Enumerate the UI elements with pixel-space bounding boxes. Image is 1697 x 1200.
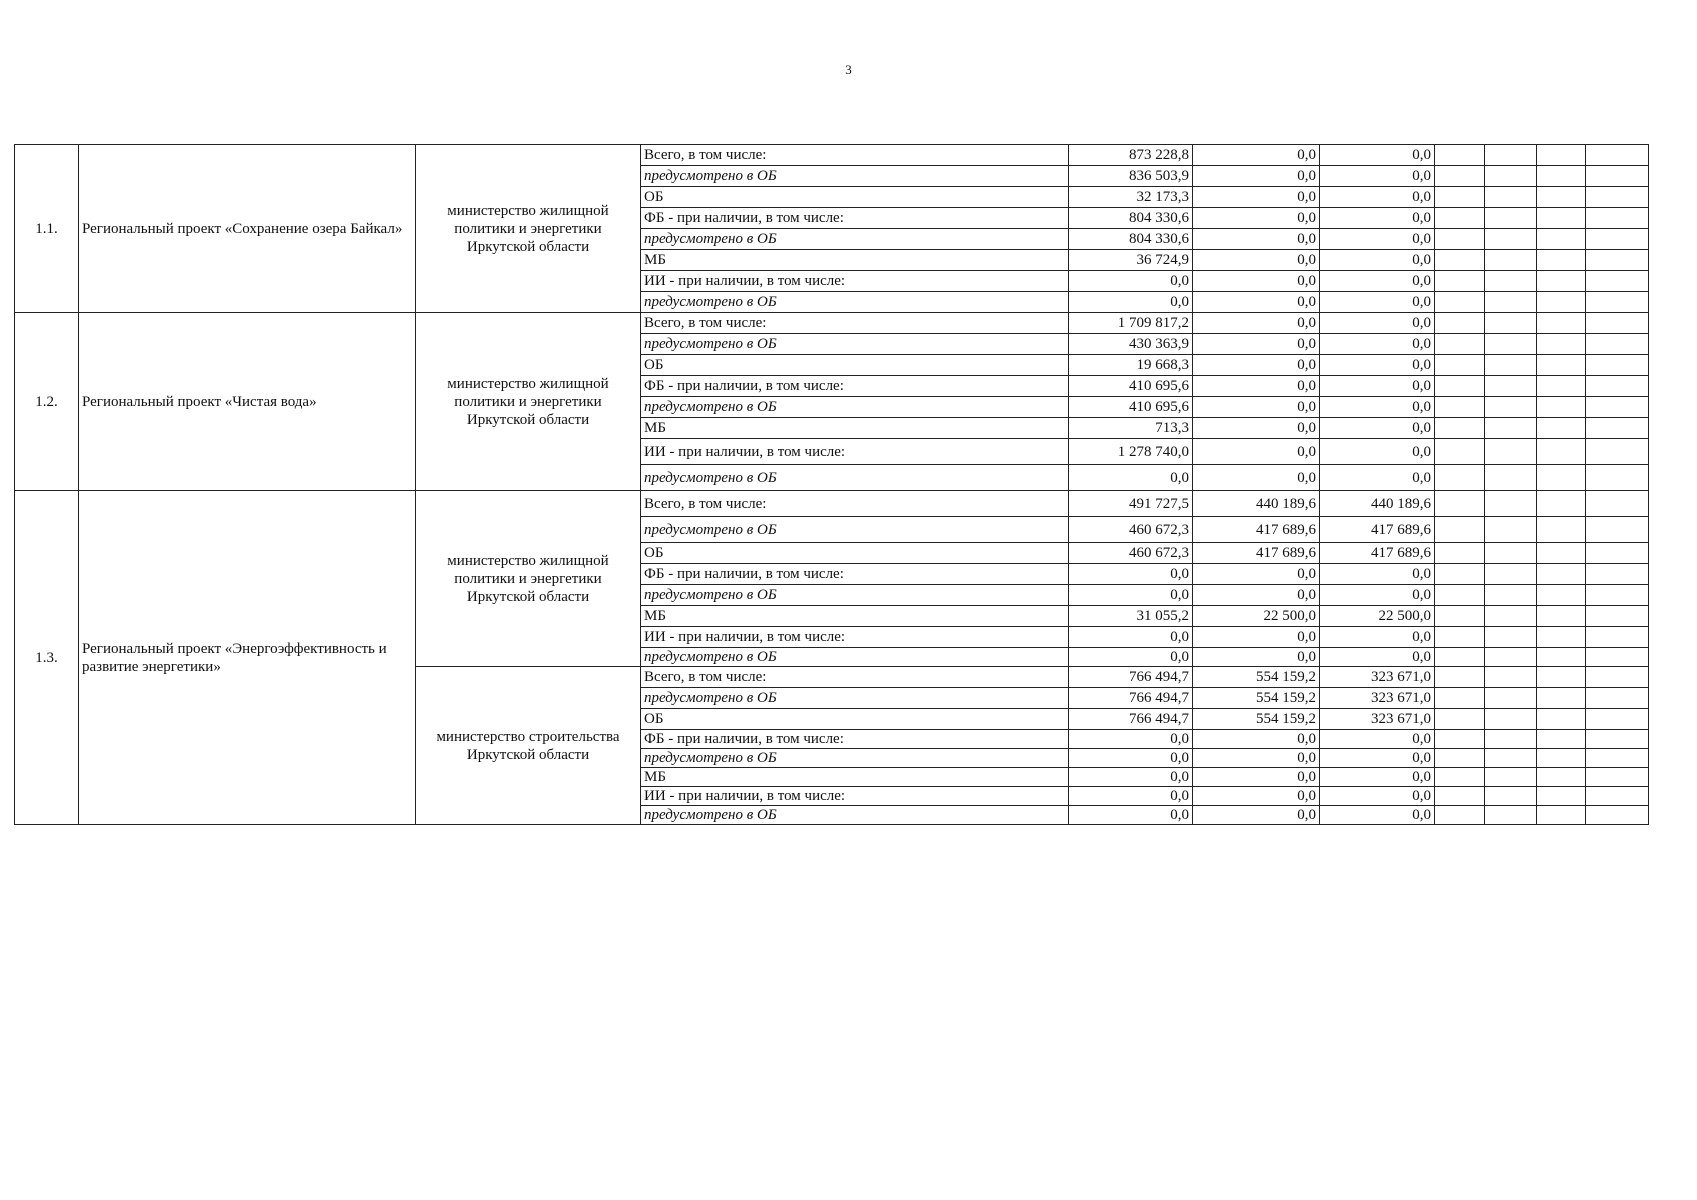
empty-cell xyxy=(1586,543,1649,564)
empty-cell xyxy=(1586,667,1649,688)
funding-source-label: Всего, в том числе: xyxy=(641,313,1069,334)
funding-source-label: предусмотрено в ОБ xyxy=(641,397,1069,418)
empty-cell xyxy=(1435,806,1485,825)
amount-cell: 554 159,2 xyxy=(1193,667,1320,688)
empty-cell xyxy=(1435,229,1485,250)
funding-source-label: предусмотрено в ОБ xyxy=(641,806,1069,825)
empty-cell xyxy=(1586,187,1649,208)
amount-cell: 0,0 xyxy=(1193,397,1320,418)
empty-cell xyxy=(1537,606,1586,627)
empty-cell xyxy=(1537,585,1586,606)
empty-cell xyxy=(1586,787,1649,806)
empty-cell xyxy=(1485,648,1537,667)
amount-cell: 0,0 xyxy=(1193,627,1320,648)
amount-cell: 1 709 817,2 xyxy=(1069,313,1193,334)
amount-cell: 0,0 xyxy=(1193,250,1320,271)
funding-source-label: МБ xyxy=(641,606,1069,627)
empty-cell xyxy=(1537,418,1586,439)
amount-cell: 22 500,0 xyxy=(1193,606,1320,627)
ministry-name: министерство жилищной политики и энергетики Иркутской области xyxy=(416,145,641,313)
empty-cell xyxy=(1586,250,1649,271)
amount-cell: 0,0 xyxy=(1193,334,1320,355)
amount-cell: 1 278 740,0 xyxy=(1069,439,1193,465)
funding-source-label: ФБ - при наличии, в том числе: xyxy=(641,730,1069,749)
empty-cell xyxy=(1435,250,1485,271)
amount-cell: 804 330,6 xyxy=(1069,208,1193,229)
amount-cell: 554 159,2 xyxy=(1193,709,1320,730)
page-number: 3 xyxy=(845,62,852,77)
empty-cell xyxy=(1485,667,1537,688)
empty-cell xyxy=(1485,250,1537,271)
funding-source-label: предусмотрено в ОБ xyxy=(641,465,1069,491)
amount-cell: 0,0 xyxy=(1320,465,1435,491)
empty-cell xyxy=(1435,606,1485,627)
project-number: 1.1. xyxy=(15,145,79,313)
funding-source-label: ФБ - при наличии, в том числе: xyxy=(641,208,1069,229)
empty-cell xyxy=(1485,334,1537,355)
amount-cell: 0,0 xyxy=(1320,166,1435,187)
empty-cell xyxy=(1537,334,1586,355)
amount-cell: 0,0 xyxy=(1193,648,1320,667)
amount-cell: 0,0 xyxy=(1193,145,1320,166)
amount-cell: 0,0 xyxy=(1193,439,1320,465)
empty-cell xyxy=(1485,688,1537,709)
funding-source-label: ОБ xyxy=(641,355,1069,376)
project-title: Региональный проект «Сохранение озера Байкал» xyxy=(79,145,416,313)
amount-cell: 0,0 xyxy=(1069,271,1193,292)
empty-cell xyxy=(1586,688,1649,709)
empty-cell xyxy=(1537,250,1586,271)
amount-cell: 460 672,3 xyxy=(1069,517,1193,543)
empty-cell xyxy=(1435,787,1485,806)
empty-cell xyxy=(1435,564,1485,585)
empty-cell xyxy=(1586,145,1649,166)
amount-cell: 0,0 xyxy=(1320,564,1435,585)
funding-source-label: предусмотрено в ОБ xyxy=(641,585,1069,606)
empty-cell xyxy=(1485,439,1537,465)
amount-cell: 0,0 xyxy=(1320,292,1435,313)
amount-cell: 0,0 xyxy=(1193,229,1320,250)
empty-cell xyxy=(1435,465,1485,491)
amount-cell: 440 189,6 xyxy=(1193,491,1320,517)
amount-cell: 766 494,7 xyxy=(1069,709,1193,730)
empty-cell xyxy=(1485,313,1537,334)
empty-cell xyxy=(1485,355,1537,376)
empty-cell xyxy=(1537,397,1586,418)
funding-source-label: предусмотрено в ОБ xyxy=(641,517,1069,543)
amount-cell: 766 494,7 xyxy=(1069,688,1193,709)
ministry-name: министерство жилищной политики и энергетики Иркутской области xyxy=(416,313,641,491)
amount-cell: 0,0 xyxy=(1320,271,1435,292)
empty-cell xyxy=(1586,355,1649,376)
amount-cell: 0,0 xyxy=(1193,749,1320,768)
empty-cell xyxy=(1435,334,1485,355)
amount-cell: 19 668,3 xyxy=(1069,355,1193,376)
funding-source-label: ИИ - при наличии, в том числе: xyxy=(641,439,1069,465)
funding-source-label: МБ xyxy=(641,250,1069,271)
empty-cell xyxy=(1537,439,1586,465)
empty-cell xyxy=(1586,313,1649,334)
empty-cell xyxy=(1586,271,1649,292)
empty-cell xyxy=(1586,292,1649,313)
amount-cell: 410 695,6 xyxy=(1069,397,1193,418)
empty-cell xyxy=(1537,749,1586,768)
empty-cell xyxy=(1586,491,1649,517)
empty-cell xyxy=(1485,585,1537,606)
amount-cell: 713,3 xyxy=(1069,418,1193,439)
amount-cell: 0,0 xyxy=(1193,465,1320,491)
amount-cell: 0,0 xyxy=(1069,465,1193,491)
empty-cell xyxy=(1586,730,1649,749)
amount-cell: 417 689,6 xyxy=(1320,517,1435,543)
empty-cell xyxy=(1586,465,1649,491)
empty-cell xyxy=(1586,806,1649,825)
amount-cell: 0,0 xyxy=(1193,806,1320,825)
amount-cell: 0,0 xyxy=(1193,313,1320,334)
amount-cell: 0,0 xyxy=(1069,585,1193,606)
amount-cell: 0,0 xyxy=(1193,166,1320,187)
empty-cell xyxy=(1435,543,1485,564)
amount-cell: 0,0 xyxy=(1320,418,1435,439)
empty-cell xyxy=(1586,397,1649,418)
amount-cell: 0,0 xyxy=(1193,787,1320,806)
empty-cell xyxy=(1435,418,1485,439)
empty-cell xyxy=(1537,787,1586,806)
empty-cell xyxy=(1537,145,1586,166)
amount-cell: 323 671,0 xyxy=(1320,688,1435,709)
empty-cell xyxy=(1537,208,1586,229)
project-number: 1.2. xyxy=(15,313,79,491)
empty-cell xyxy=(1586,517,1649,543)
funding-source-label: предусмотрено в ОБ xyxy=(641,229,1069,250)
amount-cell: 460 672,3 xyxy=(1069,543,1193,564)
amount-cell: 417 689,6 xyxy=(1320,543,1435,564)
empty-cell xyxy=(1485,768,1537,787)
amount-cell: 0,0 xyxy=(1069,806,1193,825)
amount-cell: 491 727,5 xyxy=(1069,491,1193,517)
amount-cell: 0,0 xyxy=(1320,648,1435,667)
amount-cell: 430 363,9 xyxy=(1069,334,1193,355)
amount-cell: 766 494,7 xyxy=(1069,667,1193,688)
amount-cell: 32 173,3 xyxy=(1069,187,1193,208)
amount-cell: 0,0 xyxy=(1069,292,1193,313)
funding-source-label: предусмотрено в ОБ xyxy=(641,292,1069,313)
funding-source-label: ОБ xyxy=(641,709,1069,730)
empty-cell xyxy=(1435,517,1485,543)
empty-cell xyxy=(1586,166,1649,187)
empty-cell xyxy=(1435,313,1485,334)
project-title: Региональный проект «Энергоэффективность и развитие энергетики» xyxy=(79,491,416,825)
amount-cell: 0,0 xyxy=(1069,768,1193,787)
amount-cell: 410 695,6 xyxy=(1069,376,1193,397)
empty-cell xyxy=(1485,229,1537,250)
empty-cell xyxy=(1435,187,1485,208)
funding-source-label: предусмотрено в ОБ xyxy=(641,334,1069,355)
empty-cell xyxy=(1485,491,1537,517)
empty-cell xyxy=(1435,648,1485,667)
empty-cell xyxy=(1485,627,1537,648)
amount-cell: 440 189,6 xyxy=(1320,491,1435,517)
empty-cell xyxy=(1485,271,1537,292)
empty-cell xyxy=(1586,749,1649,768)
empty-cell xyxy=(1586,564,1649,585)
table-row xyxy=(15,145,1649,166)
amount-cell: 0,0 xyxy=(1193,187,1320,208)
table-row xyxy=(15,491,1649,517)
empty-cell xyxy=(1435,667,1485,688)
ministry-name: министерство жилищной политики и энергетики Иркутской области xyxy=(416,491,641,667)
empty-cell xyxy=(1537,688,1586,709)
project-title: Региональный проект «Чистая вода» xyxy=(79,313,416,491)
empty-cell xyxy=(1537,648,1586,667)
amount-cell: 31 055,2 xyxy=(1069,606,1193,627)
amount-cell: 0,0 xyxy=(1320,355,1435,376)
empty-cell xyxy=(1435,397,1485,418)
amount-cell: 0,0 xyxy=(1320,627,1435,648)
empty-cell xyxy=(1586,334,1649,355)
amount-cell: 323 671,0 xyxy=(1320,709,1435,730)
amount-cell: 554 159,2 xyxy=(1193,688,1320,709)
ministry-name: министерство строительства Иркутской области xyxy=(416,667,641,825)
amount-cell: 0,0 xyxy=(1320,250,1435,271)
empty-cell xyxy=(1537,465,1586,491)
empty-cell xyxy=(1537,543,1586,564)
empty-cell xyxy=(1586,376,1649,397)
empty-cell xyxy=(1537,229,1586,250)
amount-cell: 0,0 xyxy=(1069,787,1193,806)
funding-source-label: МБ xyxy=(641,418,1069,439)
empty-cell xyxy=(1537,564,1586,585)
empty-cell xyxy=(1537,709,1586,730)
empty-cell xyxy=(1485,292,1537,313)
amount-cell: 0,0 xyxy=(1320,787,1435,806)
empty-cell xyxy=(1537,730,1586,749)
empty-cell xyxy=(1485,749,1537,768)
amount-cell: 873 228,8 xyxy=(1069,145,1193,166)
empty-cell xyxy=(1485,517,1537,543)
empty-cell xyxy=(1537,313,1586,334)
amount-cell: 36 724,9 xyxy=(1069,250,1193,271)
amount-cell: 0,0 xyxy=(1320,768,1435,787)
funding-source-label: Всего, в том числе: xyxy=(641,491,1069,517)
empty-cell xyxy=(1537,376,1586,397)
amount-cell: 0,0 xyxy=(1320,313,1435,334)
amount-cell: 0,0 xyxy=(1320,397,1435,418)
amount-cell: 0,0 xyxy=(1320,145,1435,166)
amount-cell: 0,0 xyxy=(1320,439,1435,465)
empty-cell xyxy=(1586,585,1649,606)
amount-cell: 22 500,0 xyxy=(1320,606,1435,627)
amount-cell: 0,0 xyxy=(1193,355,1320,376)
empty-cell xyxy=(1485,730,1537,749)
empty-cell xyxy=(1435,145,1485,166)
empty-cell xyxy=(1537,271,1586,292)
amount-cell: 0,0 xyxy=(1193,585,1320,606)
amount-cell: 323 671,0 xyxy=(1320,667,1435,688)
empty-cell xyxy=(1586,627,1649,648)
amount-cell: 0,0 xyxy=(1320,229,1435,250)
funding-source-label: Всего, в том числе: xyxy=(641,145,1069,166)
empty-cell xyxy=(1435,439,1485,465)
empty-cell xyxy=(1435,585,1485,606)
empty-cell xyxy=(1435,709,1485,730)
amount-cell: 417 689,6 xyxy=(1193,517,1320,543)
funding-source-label: МБ xyxy=(641,768,1069,787)
amount-cell: 0,0 xyxy=(1320,187,1435,208)
project-number: 1.3. xyxy=(15,491,79,825)
funding-source-label: ИИ - при наличии, в том числе: xyxy=(641,627,1069,648)
amount-cell: 0,0 xyxy=(1069,730,1193,749)
empty-cell xyxy=(1435,271,1485,292)
empty-cell xyxy=(1586,648,1649,667)
funding-source-label: Всего, в том числе: xyxy=(641,667,1069,688)
empty-cell xyxy=(1586,229,1649,250)
empty-cell xyxy=(1485,806,1537,825)
empty-cell xyxy=(1485,187,1537,208)
empty-cell xyxy=(1485,465,1537,491)
empty-cell xyxy=(1586,208,1649,229)
amount-cell: 0,0 xyxy=(1320,334,1435,355)
empty-cell xyxy=(1537,627,1586,648)
amount-cell: 0,0 xyxy=(1193,271,1320,292)
empty-cell xyxy=(1435,768,1485,787)
empty-cell xyxy=(1586,606,1649,627)
empty-cell xyxy=(1537,517,1586,543)
amount-cell: 0,0 xyxy=(1193,376,1320,397)
amount-cell: 0,0 xyxy=(1320,376,1435,397)
empty-cell xyxy=(1435,208,1485,229)
empty-cell xyxy=(1435,749,1485,768)
amount-cell: 0,0 xyxy=(1320,749,1435,768)
empty-cell xyxy=(1485,166,1537,187)
empty-cell xyxy=(1537,166,1586,187)
empty-cell xyxy=(1485,397,1537,418)
empty-cell xyxy=(1485,543,1537,564)
empty-cell xyxy=(1435,292,1485,313)
amount-cell: 804 330,6 xyxy=(1069,229,1193,250)
funding-source-label: предусмотрено в ОБ xyxy=(641,648,1069,667)
amount-cell: 0,0 xyxy=(1193,292,1320,313)
empty-cell xyxy=(1586,709,1649,730)
empty-cell xyxy=(1435,166,1485,187)
empty-cell xyxy=(1537,355,1586,376)
funding-source-label: ОБ xyxy=(641,187,1069,208)
empty-cell xyxy=(1537,187,1586,208)
funding-source-label: предусмотрено в ОБ xyxy=(641,688,1069,709)
amount-cell: 0,0 xyxy=(1193,768,1320,787)
empty-cell xyxy=(1586,418,1649,439)
empty-cell xyxy=(1586,768,1649,787)
amount-cell: 836 503,9 xyxy=(1069,166,1193,187)
amount-cell: 0,0 xyxy=(1320,806,1435,825)
empty-cell xyxy=(1485,376,1537,397)
empty-cell xyxy=(1485,787,1537,806)
amount-cell: 0,0 xyxy=(1193,208,1320,229)
amount-cell: 0,0 xyxy=(1069,564,1193,585)
empty-cell xyxy=(1435,355,1485,376)
funding-source-label: ИИ - при наличии, в том числе: xyxy=(641,787,1069,806)
table-row xyxy=(15,313,1649,334)
amount-cell: 0,0 xyxy=(1320,585,1435,606)
funding-source-label: ОБ xyxy=(641,543,1069,564)
funding-source-label: предусмотрено в ОБ xyxy=(641,166,1069,187)
funding-source-label: ИИ - при наличии, в том числе: xyxy=(641,271,1069,292)
empty-cell xyxy=(1537,292,1586,313)
empty-cell xyxy=(1485,564,1537,585)
empty-cell xyxy=(1485,709,1537,730)
empty-cell xyxy=(1485,418,1537,439)
funding-source-label: предусмотрено в ОБ xyxy=(641,749,1069,768)
empty-cell xyxy=(1485,606,1537,627)
empty-cell xyxy=(1435,688,1485,709)
amount-cell: 0,0 xyxy=(1193,730,1320,749)
empty-cell xyxy=(1537,806,1586,825)
empty-cell xyxy=(1435,730,1485,749)
empty-cell xyxy=(1586,439,1649,465)
amount-cell: 0,0 xyxy=(1069,627,1193,648)
empty-cell xyxy=(1435,627,1485,648)
empty-cell xyxy=(1537,667,1586,688)
amount-cell: 0,0 xyxy=(1193,418,1320,439)
empty-cell xyxy=(1435,376,1485,397)
amount-cell: 0,0 xyxy=(1069,648,1193,667)
amount-cell: 417 689,6 xyxy=(1193,543,1320,564)
amount-cell: 0,0 xyxy=(1320,730,1435,749)
funding-source-label: ФБ - при наличии, в том числе: xyxy=(641,376,1069,397)
amount-cell: 0,0 xyxy=(1069,749,1193,768)
amount-cell: 0,0 xyxy=(1320,208,1435,229)
empty-cell xyxy=(1485,208,1537,229)
amount-cell: 0,0 xyxy=(1193,564,1320,585)
empty-cell xyxy=(1537,768,1586,787)
empty-cell xyxy=(1485,145,1537,166)
budget-table xyxy=(14,144,1649,825)
empty-cell xyxy=(1537,491,1586,517)
funding-source-label: ФБ - при наличии, в том числе: xyxy=(641,564,1069,585)
empty-cell xyxy=(1435,491,1485,517)
